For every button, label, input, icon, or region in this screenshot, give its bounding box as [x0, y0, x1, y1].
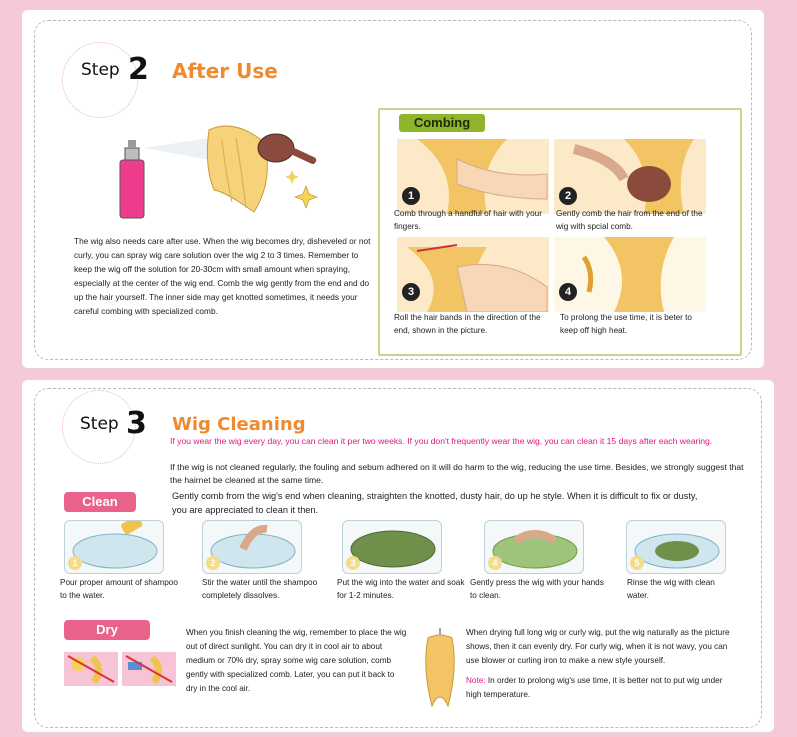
- dry-left-text: When you finish cleaning the wig, remember to place the wig out of direct sunlight. You can dry it in cool air to about medium or 70% dry, spray some wig care solution, comb gently with specialized comb. Later, you can put it back to dry in the cool air.: [186, 628, 407, 693]
- combing-photo-2: [554, 139, 706, 214]
- clean-step-number-3: 3: [346, 556, 360, 570]
- clean-step-number-2: 2: [206, 556, 220, 570]
- step3-number: 3: [126, 406, 147, 441]
- clean-caption-3: Put the wig into the water and soak for 1-2 minutes.: [337, 578, 465, 600]
- clean-caption-4: Gently press the wig with your hands to clean.: [470, 578, 604, 600]
- step2-title: After Use: [172, 59, 278, 83]
- step3-label: Step: [80, 414, 119, 434]
- step2-logo-ring: [62, 42, 138, 118]
- combing-photo-4: [554, 237, 706, 312]
- clean-step-number-5: 5: [630, 556, 644, 570]
- dry-label: Dry: [64, 620, 150, 640]
- combing-photo-1: [397, 139, 549, 214]
- step3-note: If the wig is not cleaned regularly, the fouling and sebum adhered on it will do harm to the wig, reducing the use time. Besides, we strongly suggest that the hairnet be cleaned at the same time.: [170, 462, 744, 485]
- combing-label: Combing: [399, 114, 485, 132]
- step2-card: [22, 10, 764, 368]
- combing-step-number-1: 1: [402, 187, 420, 205]
- clean-label: Clean: [64, 492, 136, 512]
- combing-step-number-3: 3: [402, 283, 420, 301]
- step2-number: 2: [128, 52, 149, 87]
- step3-highlight: If you wear the wig every day, you can clean it per two weeks. If you don't frequently wear the wig, you can clean it 15 days after each wearing.: [170, 436, 713, 446]
- spray-illustration: [114, 120, 324, 230]
- combing-caption-3: Roll the hair bands in the direction of the end, shown in the picture.: [394, 313, 541, 335]
- step2-description: The wig also needs care after use. When the wig becomes dry, disheveled or not curly, you can spray wig care solution over the wig 2 to 3 times. Remember to keep the wig off the solution for 20-30cm with small amount when spraying, especially at the center of the wig end. Comb the wig gently from the end and do up the hair yourself. The inner side may get knotted sometimes, it needs your careful combing with specialized comb.: [74, 236, 371, 316]
- clean-caption-1: Pour proper amount of shampoo to the water.: [60, 578, 178, 600]
- clean-caption-5: Rinse the wig with clean water.: [627, 578, 715, 600]
- hanging-wig-illustration: [412, 628, 468, 708]
- clean-caption-2: Stir the water until the shampoo completely dissolves.: [202, 578, 318, 600]
- dry-right-text: When drying full long wig or curly wig, put the wig naturally as the picture shows, then it can evenly dry. For curly wig, when it is not wavy, you can use blower or curling iron to make a new style yourself.: [466, 628, 730, 665]
- clean-step-number-1: 1: [68, 556, 82, 570]
- dry-note-label: Note:: [466, 676, 486, 685]
- dry-photo-sunlight: [64, 652, 118, 686]
- combing-caption-4: To prolong the use time, it is beter to keep off high heat.: [560, 313, 692, 335]
- combing-step-number-2: 2: [559, 187, 577, 205]
- combing-photo-3: [397, 237, 549, 312]
- step3-title: Wig Cleaning: [172, 414, 306, 435]
- combing-step-number-4: 4: [559, 283, 577, 301]
- clean-intro: Gently comb from the wig's end when cleaning, straighten the knotted, dusty hair, do up he style. When it is difficult to fix or dusty, you are appreciated to clean it then.: [172, 491, 698, 515]
- dry-note-text: In order to prolong wig's use time, it is better not to put wig under high temperature.: [466, 676, 723, 699]
- step3-card: [22, 380, 774, 732]
- dry-photo-cool-air: [122, 652, 176, 686]
- combing-caption-1: Comb through a handful of hair with your fingers.: [394, 209, 542, 231]
- combing-caption-2: Gently comb the hair from the end of the wig with spcial comb.: [556, 209, 703, 231]
- step2-label: Step: [81, 60, 120, 80]
- clean-step-number-4: 4: [488, 556, 502, 570]
- dry-note: [466, 674, 732, 702]
